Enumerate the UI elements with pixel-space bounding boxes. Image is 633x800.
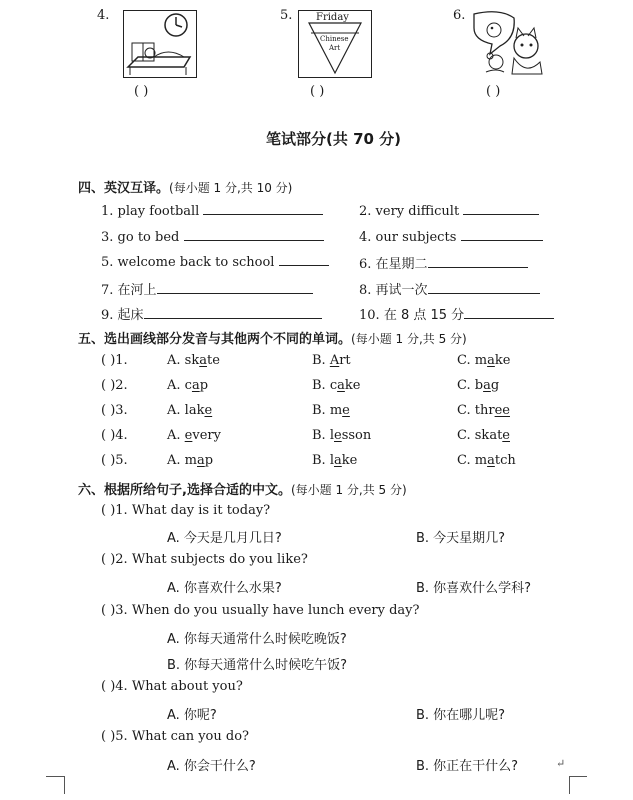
q2-option-a[interactable]: A. 你喜欢什么水果? <box>167 581 282 596</box>
translate-item-4: 4. our subjects <box>359 228 543 245</box>
choice-q1: ( )1. What day is it today? <box>101 503 271 518</box>
choice-q4: ( )4. What about you? <box>101 679 243 694</box>
translate-item-8: 8. 再试一次 <box>359 279 540 298</box>
question-text: What subjects do you like? <box>131 552 308 567</box>
cat-mouse-icon <box>470 10 546 76</box>
answer-paren[interactable]: ( ) <box>101 453 116 468</box>
answer-paren[interactable]: ( ) <box>101 353 116 368</box>
answer-blank[interactable] <box>203 202 323 215</box>
page-corner-line-left <box>46 776 64 778</box>
section-6-title: 六、根据所给句子,选择合适的中文。 <box>78 483 291 498</box>
answer-blank[interactable] <box>184 228 324 241</box>
translate-item-10: 10. 在 8 点 15 分 <box>359 304 554 323</box>
answer-blank[interactable] <box>144 306 322 319</box>
translate-item-9: 9. 起床 <box>101 304 322 323</box>
answer-blank[interactable] <box>428 281 540 294</box>
timetable-picture <box>298 10 372 78</box>
answer-paren[interactable]: ( ) <box>101 603 116 618</box>
pronunciation-row-number: ( )5. <box>101 453 128 468</box>
pronunciation-option-a[interactable]: A. every <box>167 428 221 443</box>
pronunciation-option-c[interactable]: C. make <box>457 353 511 368</box>
timetable-subject-1: Chinese <box>320 35 349 43</box>
answer-blank[interactable] <box>463 202 539 215</box>
choice-q3: ( )3. When do you usually have lunch every day? <box>101 603 420 618</box>
q4-option-a[interactable]: A. 你呢? <box>167 708 217 723</box>
pronunciation-option-a[interactable]: A. skate <box>167 353 220 368</box>
answer-paren[interactable]: ( ) <box>101 729 116 744</box>
answer-blank[interactable] <box>428 255 528 268</box>
picture-4-answer-bracket: ( ) <box>134 84 149 99</box>
section-4-note: (每小题 1 分,共 10 分) <box>169 181 293 195</box>
q4-option-b[interactable]: B. 你在哪儿呢? <box>416 708 506 723</box>
page-corner-line-right <box>569 776 587 778</box>
answer-paren[interactable]: ( ) <box>101 403 116 418</box>
section-6-heading <box>78 479 407 498</box>
translate-item-1: 1. play football <box>101 202 323 219</box>
question-text: When do you usually have lunch every day? <box>131 603 420 618</box>
pronunciation-option-c[interactable]: C. skate <box>457 428 510 443</box>
paragraph-return-mark: ↵ <box>556 757 566 770</box>
translate-item-6: 6. 在星期二 <box>359 253 528 272</box>
answer-paren[interactable]: ( ) <box>101 428 116 443</box>
question-text: What about you? <box>131 679 243 694</box>
translate-item-5: 5. welcome back to school <box>101 253 329 270</box>
cat-mouse-picture <box>470 10 546 76</box>
pronunciation-row-number: ( )1. <box>101 353 128 368</box>
answer-blank[interactable] <box>279 253 329 266</box>
translate-item-3: 3. go to bed <box>101 228 324 245</box>
q1-option-a[interactable]: A. 今天是几月几日? <box>167 531 282 546</box>
translate-item-7: 7. 在河上 <box>101 279 313 298</box>
answer-blank[interactable] <box>464 306 554 319</box>
choice-q2: ( )2. What subjects do you like? <box>101 552 308 567</box>
timetable-subject-2: Art <box>329 44 341 52</box>
question-text: What day is it today? <box>131 503 271 518</box>
answer-paren[interactable]: ( ) <box>101 378 116 393</box>
pronunciation-option-c[interactable]: C. three <box>457 403 510 418</box>
pronunciation-row-number: ( )4. <box>101 428 128 443</box>
q5-option-a[interactable]: A. 你会干什么? <box>167 759 256 774</box>
answer-paren[interactable]: ( ) <box>101 552 116 567</box>
section-6-note: (每小题 1 分,共 5 分) <box>290 483 407 497</box>
q3-option-a[interactable]: A. 你每天通常什么时候吃晚饭? <box>167 632 347 647</box>
pronunciation-option-b[interactable]: B. Art <box>312 353 351 368</box>
answer-paren[interactable]: ( ) <box>101 503 116 518</box>
picture-5-answer-bracket: ( ) <box>310 84 325 99</box>
pronunciation-option-b[interactable]: B. me <box>312 403 350 418</box>
answer-blank[interactable] <box>461 228 543 241</box>
q2-option-b[interactable]: B. 你喜欢什么学科? <box>416 581 532 596</box>
pronunciation-option-a[interactable]: A. lake <box>167 403 213 418</box>
page-corner-mark-left <box>46 776 65 794</box>
question-text: What can you do? <box>131 729 249 744</box>
pronunciation-option-c[interactable]: C. bag <box>457 378 500 393</box>
picture-4-number: 4. <box>97 8 110 23</box>
translate-item-2: 2. very difficult <box>359 202 539 219</box>
pronunciation-option-a[interactable]: A. cap <box>167 378 209 393</box>
bedroom-clock-picture <box>123 10 197 78</box>
pronunciation-option-a[interactable]: A. map <box>167 453 214 468</box>
q1-option-b[interactable]: B. 今天星期几? <box>416 531 506 546</box>
q3-option-b[interactable]: B. 你每天通常什么时候吃午饭? <box>167 658 348 673</box>
written-section-title: 笔试部分(共 70 分) <box>266 130 402 148</box>
page-corner-mark-right <box>569 776 588 794</box>
picture-6-number: 6. <box>453 8 466 23</box>
picture-6-answer-bracket: ( ) <box>486 84 501 99</box>
section-4-title: 四、英汉互译。 <box>78 181 170 196</box>
section-5-heading <box>78 328 467 347</box>
pronunciation-row-number: ( )3. <box>101 403 128 418</box>
pronunciation-row-number: ( )2. <box>101 378 128 393</box>
pronunciation-option-b[interactable]: B. lesson <box>312 428 372 443</box>
q5-option-b[interactable]: B. 你正在干什么? <box>416 759 519 774</box>
picture-5-number: 5. <box>280 8 293 23</box>
answer-blank[interactable] <box>157 281 313 294</box>
section-5-note: (每小题 1 分,共 5 分) <box>351 332 467 346</box>
answer-paren[interactable]: ( ) <box>101 679 116 694</box>
bed-clock-icon <box>124 11 196 77</box>
section-4-heading <box>78 177 292 196</box>
pronunciation-option-b[interactable]: B. lake <box>312 453 358 468</box>
pronunciation-option-c[interactable]: C. match <box>457 453 516 468</box>
choice-q5: ( )5. What can you do? <box>101 729 249 744</box>
timetable-day: Friday <box>316 12 349 23</box>
pronunciation-option-b[interactable]: B. cake <box>312 378 361 393</box>
section-5-title: 五、选出画线部分发音与其他两个不同的单词。 <box>78 332 352 347</box>
